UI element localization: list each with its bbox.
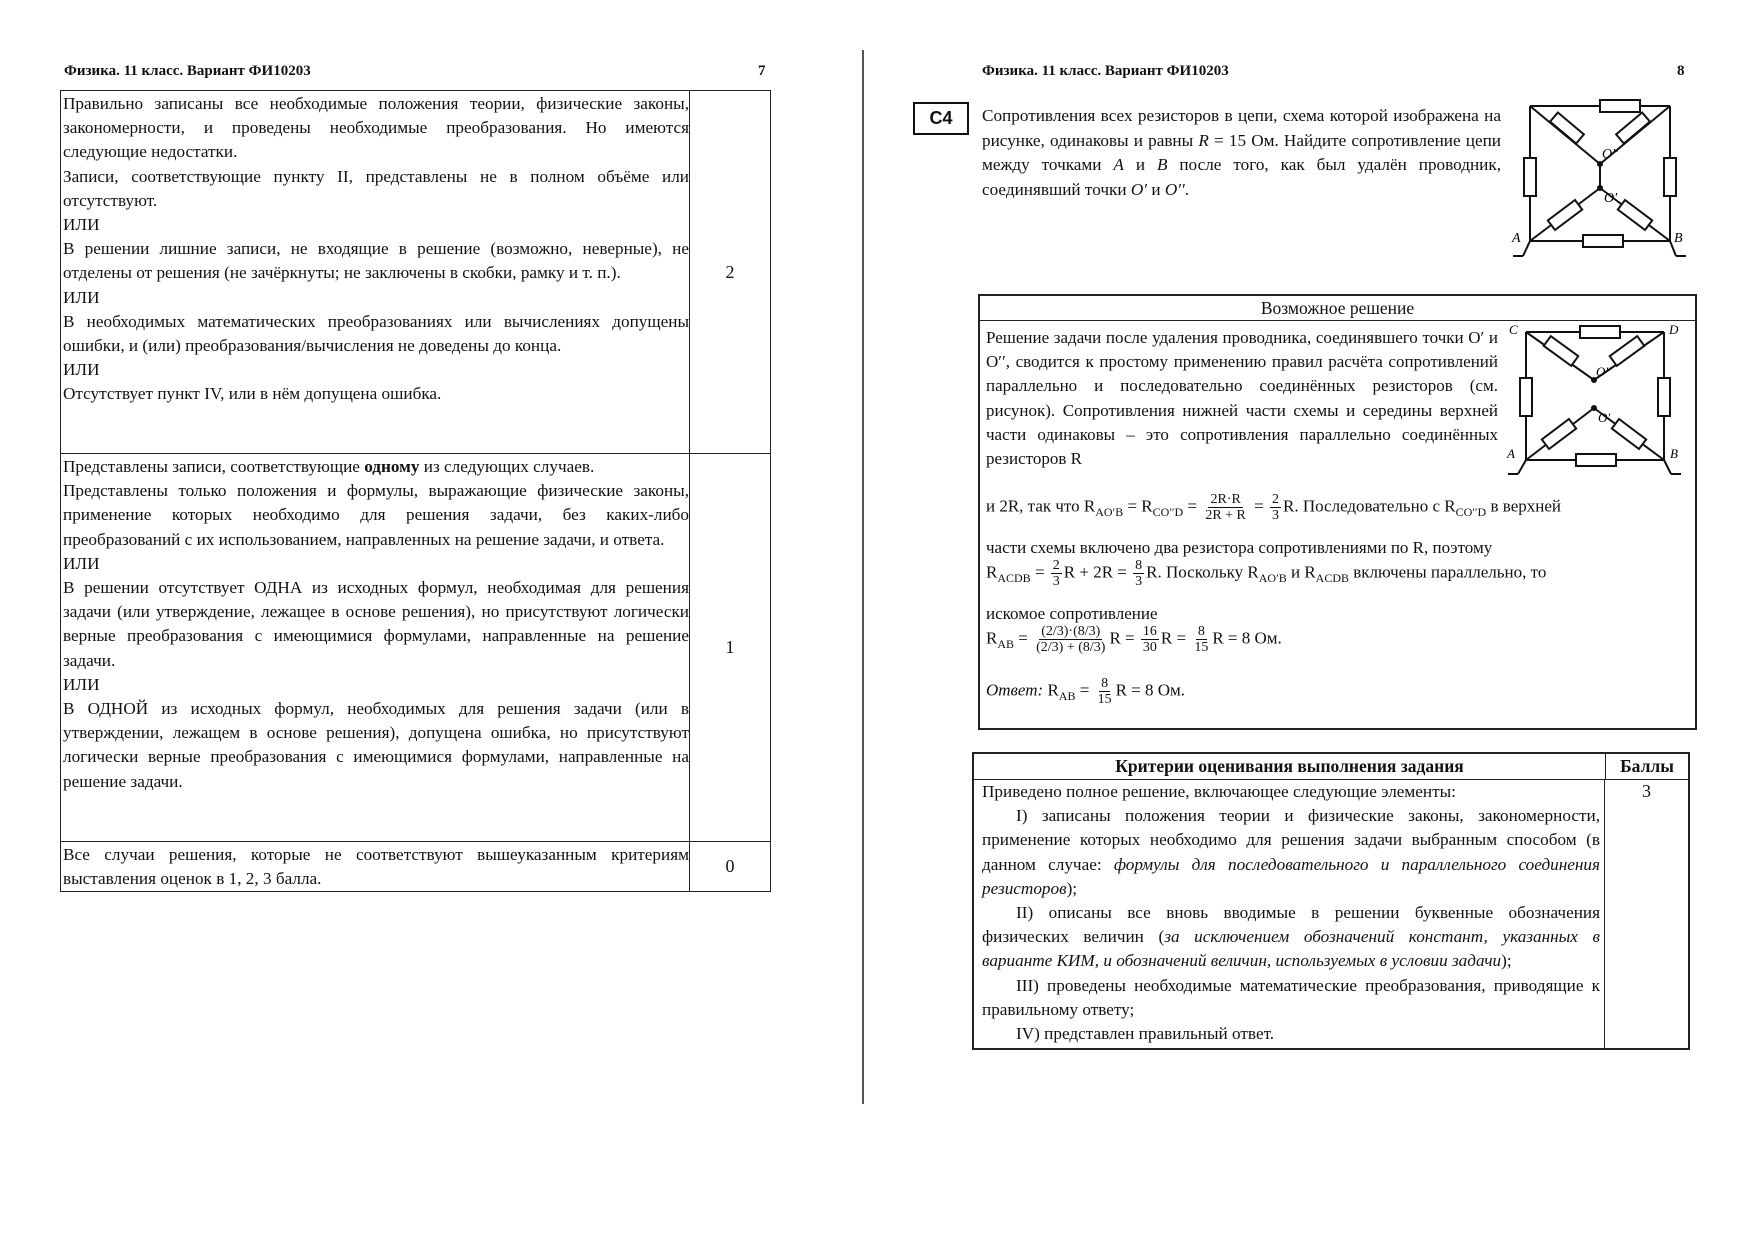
task-label: С4 [913, 102, 969, 135]
page-divider [862, 50, 864, 1104]
circuit-label-b: B [1670, 446, 1678, 461]
or-separator: ИЛИ [63, 287, 100, 307]
solution-paragraph: Решение задачи после удаления проводника, соединявшего точки O′ и O′′, сводится к простому применению правил расчёта сопротивлений параллельно и последовательно соединённых резисторов (см. рисунок). Сопротивления нижней части схемы и середины верхней части одинаковы – это сопротивления параллельно соединённых резисторов R [986, 328, 1498, 469]
points-column-header: Баллы [1620, 756, 1674, 776]
criteria-paragraph: Приведено полное решение, включающее следующие элементы: [982, 782, 1456, 801]
or-separator: ИЛИ [63, 215, 100, 235]
solution-formula-line: $R_{ACDB}$ = $\frac{2}{3}$ R + 2R = $\frac{8}{3}$ R. Поскольку $R_{AO'B}$ и $R_{ACDB}$ включены параллельно, то [986, 558, 1547, 589]
criteria-paragraph: В необходимых математических преобразованиях или вычислениях допущены ошибки, и (или) преобразования/вычисления не доведены до конца. [63, 311, 689, 356]
score-cell: 0 [725, 856, 735, 876]
circuit-label-a: A [1512, 231, 1521, 246]
left-page-number: 7 [758, 63, 766, 79]
problem-statement: Сопротивления всех резисторов в цепи, схема которой изображена на рисунке, одинаковы и равны R = 15 Ом. Найдите сопротивление цепи между точками A и B после того, как был удалён проводник, соединявший точки O′ и O′′. [982, 106, 1502, 199]
circuit-label-b: B [1674, 231, 1683, 246]
circuit-label-a: A [1507, 446, 1515, 461]
solution-paragraph: части схемы включено два резистора сопротивлениями по R, поэтому [986, 538, 1493, 557]
table-row [61, 841, 770, 891]
solution-title: Возможное решение [980, 296, 1695, 321]
criteria-paragraph: Представлены записи, соответствующие одному из следующих случаев. [63, 457, 595, 476]
right-page-header: Физика. 11 класс. Вариант ФИ10203 [982, 63, 1229, 79]
circuit-label-o2: O′′ [1596, 364, 1612, 379]
table-row [61, 453, 770, 841]
solution-box [978, 294, 1697, 730]
criteria-paragraph: II) описаны все вновь вводимые в решении буквенные обозначения физических величин (за исключением обозначений констант, указанных в варианте КИМ, и обозначений величин, используемых в условии задачи); [982, 903, 1600, 971]
circuit-label-o1: O′ [1598, 410, 1611, 425]
grading-criteria-table-left [60, 90, 771, 892]
score-cell: 3 [1642, 781, 1651, 801]
score-cell: 2 [725, 261, 735, 282]
criteria-text [61, 454, 690, 841]
solution-paragraph: искомое сопротивление [986, 604, 1158, 623]
right-page-number: 8 [1677, 63, 1685, 79]
circuit-label-o1: O′ [1604, 191, 1618, 206]
table-row [61, 91, 770, 453]
criteria-paragraph: Все случаи решения, которые не соответствуют вышеуказанным критериям выставления оценок в 1, 2, 3 балла. [63, 845, 689, 889]
circuit-label-o2: O′′ [1602, 147, 1619, 162]
or-separator: ИЛИ [63, 360, 100, 380]
left-page-header: Физика. 11 класс. Вариант ФИ10203 [64, 63, 311, 79]
criteria-text [974, 780, 1605, 1048]
criteria-text [61, 91, 690, 453]
criteria-paragraph: Представлены только положения и формулы, выражающие физические законы, применение которых необходимо для решения задачи, без каких-либо преобразований с их использованием, направленных на решение задачи, и ответа. [63, 481, 689, 549]
score-cell: 1 [725, 637, 735, 657]
criteria-paragraph: В решении лишние записи, не входящие в решение (возможно, неверные), не отделены от решения (не зачёркнуты; не заключены в скобки, рамку и т. п.). [63, 239, 689, 283]
criteria-column-header: Критерии оценивания выполнения задания [974, 754, 1606, 779]
criteria-paragraph: III) проведены необходимые математические преобразования, приводящие к правильному ответу; [982, 975, 1600, 1019]
criteria-paragraph: В ОДНОЙ из исходных формул, необходимых для решения задачи (или в утверждении, лежащем в основе решения), допущена ошибка, но присутствуют логически верные преобразования с имеющимися формулами, направленные на решение задачи. [63, 699, 689, 791]
circuit-diagram [1508, 96, 1688, 262]
criteria-paragraph: I) записаны положения теории и физические законы, закономерности, применение которых необходимо для решения задачи выбранным способом (в данном случае: формулы для последовательного и параллельного соединения резисторов); [982, 806, 1600, 898]
or-separator: ИЛИ [63, 553, 100, 573]
or-separator: ИЛИ [63, 674, 100, 694]
criteria-text [61, 842, 690, 891]
table-header [974, 754, 1688, 780]
solution-circuit-diagram [1504, 322, 1684, 482]
criteria-paragraph: В решении отсутствует ОДНА из исходных формул, необходимая для решения задачи (или утверждение, лежащее в основе решения), но присутствуют логически верные преобразования с имеющимися формулами, направленные на решение задачи. [63, 578, 689, 670]
solution-formula-line: $R_{AB}$ = $\frac{(2/3)\cdot(8/3)}{(2/3) + (8/3)}$ R = $\frac{16}{30}$ R = $\frac{8}{15}$ R = 8 Ом. [986, 624, 1282, 655]
solution-answer: Ответ: $R_{AB}$ = $\frac{8}{15}$ R = 8 Ом. [986, 676, 1186, 707]
grading-criteria-table-right [972, 752, 1690, 1050]
circuit-label-c: C [1509, 322, 1518, 337]
solution-formula-line: и 2R, так что $R_{AO'B} = R_{CO''D}$ = $\frac{2R\cdot R}{2R + R}$ = $\frac{2}{3}$ R. Последовательно с $R_{CO''D}$ в верхней [986, 492, 1561, 523]
circuit-label-d: D [1669, 322, 1679, 337]
criteria-paragraph: Правильно записаны все необходимые положения теории, физические законы, закономерности, и проведены необходимые преобразования. Но имеются следующие недостатки. [63, 94, 689, 162]
criteria-paragraph: Отсутствует пункт IV, или в нём допущена ошибка. [63, 384, 442, 404]
table-row [974, 780, 1688, 1048]
criteria-paragraph: Записи, соответствующие пункту II, представлены не в полном объёме или отсутствуют. [63, 166, 689, 210]
criteria-paragraph: IV) представлен правильный ответ. [1016, 1024, 1275, 1044]
